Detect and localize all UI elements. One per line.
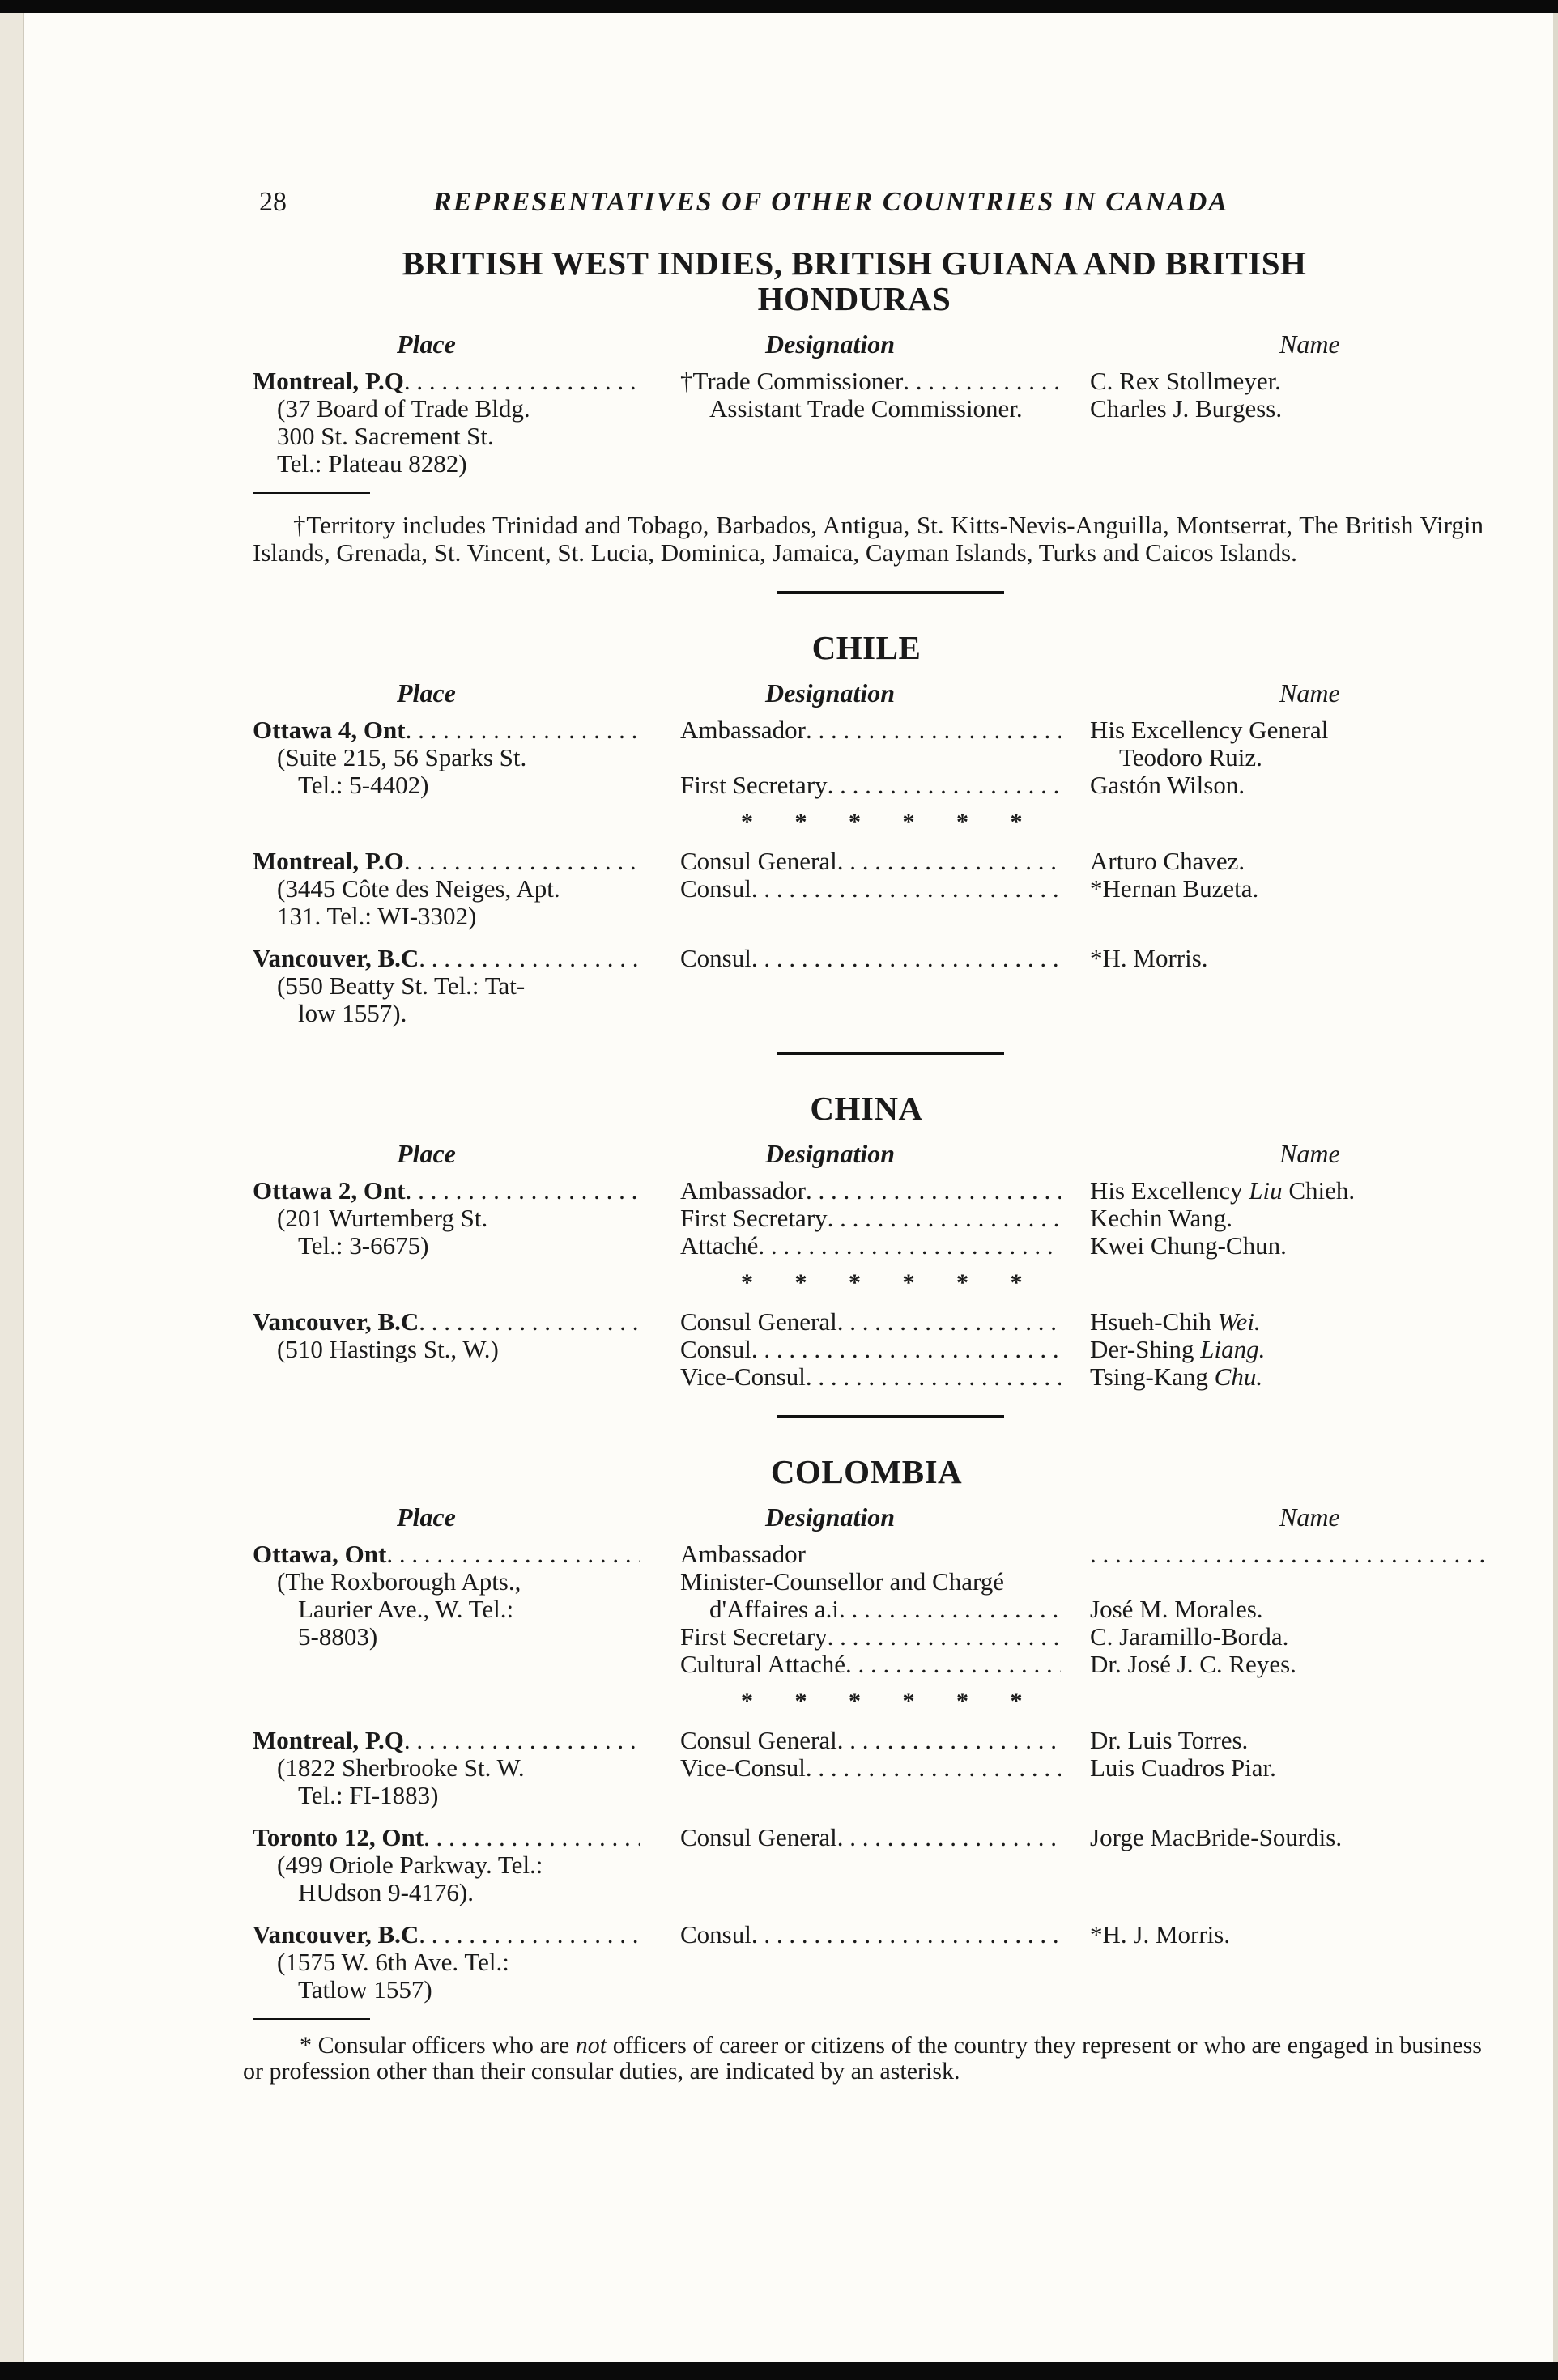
col-name: Name — [1279, 1502, 1340, 1532]
section-divider — [777, 1415, 1004, 1418]
name-cell — [1061, 1308, 1490, 1391]
entry-row — [243, 1921, 1490, 2004]
address-line: 300 St. Sacrement St. — [277, 422, 494, 450]
territory-note: †Territory includes Trinidad and Tobago, Barbados, Antigua, St. Kitts-Nevis-Anguilla, Montserrat, The British Virgin Islands, Grenada, St. Vincent, St. Lucia, Dominica, Jamaica, Cayman Islands, Turks and Caicos Islands. — [253, 511, 1484, 567]
place-name: Montreal, P.Q — [253, 368, 404, 395]
address-line: HUdson 9-4176). — [298, 1878, 474, 1906]
designation: First Secretary — [680, 1205, 828, 1232]
section-divider — [777, 591, 1004, 594]
name-cell — [1061, 945, 1490, 1027]
person-name: Dr. José J. C. Reyes. — [1090, 1650, 1296, 1678]
place-cell — [243, 1824, 640, 1906]
designation: Consul General — [680, 848, 837, 875]
person-name: José M. Morales. — [1090, 1595, 1263, 1623]
designation-cell — [640, 716, 1061, 799]
place-cell — [243, 1727, 640, 1809]
col-designation: Designation — [765, 1139, 896, 1168]
entry-row — [243, 368, 1490, 478]
address-line: (The Roxborough Apts., — [277, 1567, 521, 1596]
place-name: Ottawa 2, Ont — [253, 1177, 406, 1205]
entry-row — [243, 1177, 1490, 1260]
designation-cell — [640, 1921, 1061, 2004]
designation: Cultural Attaché — [680, 1651, 846, 1678]
person-name: Hsueh-Chih Wei. — [1090, 1307, 1261, 1336]
person-name: His Excellency General — [1090, 716, 1329, 744]
person-name: Dr. Luis Torres. — [1090, 1726, 1249, 1754]
designation-cell — [640, 945, 1061, 1027]
person-name: C. Rex Stollmeyer. — [1090, 367, 1281, 395]
designation-cell — [640, 1177, 1061, 1260]
address-line: Tel.: 5-4402) — [298, 771, 429, 799]
address-line: (1822 Sherbrooke St. W. — [277, 1753, 525, 1782]
designation: Assistant Trade Commissioner. — [709, 394, 1023, 423]
place-cell — [243, 368, 640, 478]
place-name: Vancouver, B.C — [253, 945, 419, 972]
designation: d'Affaires a.i — [709, 1596, 839, 1623]
col-place: Place — [397, 329, 456, 359]
designation: Attaché — [680, 1232, 759, 1260]
section-title-chile: CHILE — [811, 629, 922, 666]
designation: Consul — [680, 875, 751, 903]
address-line: Tel.: 3-6675) — [298, 1231, 429, 1260]
place-name: Ottawa, Ont — [253, 1541, 387, 1568]
section-title-colombia: COLOMBIA — [770, 1453, 963, 1490]
asterisk-footnote: * Consular officers who are not officers of career or citizens of the country they represent or who are engaged in business or profession other than their consular duties, are indicated by an asterisk. — [243, 2032, 1482, 2085]
person-name: *H. Morris. — [1090, 944, 1208, 972]
designation-cell — [640, 1727, 1061, 1809]
col-designation: Designation — [765, 678, 896, 708]
place-cell — [243, 1541, 640, 1678]
designation: Ambassador — [680, 716, 806, 744]
person-name: Arturo Chavez. — [1090, 847, 1245, 875]
footnote-rule — [253, 2018, 370, 2020]
person-name: *Hernan Buzeta. — [1090, 874, 1259, 903]
section-title-bwi: BRITISH WEST INDIES, BRITISH GUIANA AND BRITISH HONDURAS — [402, 244, 1307, 317]
address-line: (550 Beatty St. Tel.: Tat- — [277, 971, 526, 1000]
entry-row — [243, 1541, 1490, 1678]
designation-cell — [640, 1541, 1061, 1678]
person-name: Jorge MacBride-Sourdis. — [1090, 1823, 1343, 1851]
column-headers — [243, 1502, 1490, 1532]
separator-stars: * * * * * * — [741, 1688, 1041, 1715]
address-line: Laurier Ave., W. Tel.: — [298, 1595, 514, 1623]
page-number: 28 — [259, 187, 287, 217]
designation: Consul — [680, 945, 751, 972]
place-cell — [243, 848, 640, 930]
name-cell — [1061, 848, 1490, 930]
designation: Consul General — [680, 1308, 837, 1336]
address-line: (201 Wurtemberg St. — [277, 1204, 488, 1232]
designation: Vice-Consul — [680, 1754, 806, 1782]
designation: Consul — [680, 1921, 751, 1949]
scan-top-border — [0, 0, 1558, 13]
name-cell — [1061, 1824, 1490, 1906]
place-cell — [243, 945, 640, 1027]
place-cell — [243, 1177, 640, 1260]
place-name: Montreal, P.Q — [253, 1727, 404, 1754]
designation-cell — [640, 1824, 1061, 1906]
separator-stars: * * * * * * — [741, 809, 1041, 835]
address-line: (3445 Côte des Neiges, Apt. — [277, 874, 560, 903]
place-name: Vancouver, B.C — [253, 1308, 419, 1336]
col-place: Place — [397, 1502, 456, 1532]
col-name: Name — [1279, 1139, 1340, 1168]
entry-row — [243, 1824, 1490, 1906]
place-name: Ottawa 4, Ont — [253, 716, 406, 744]
col-designation: Designation — [765, 1502, 896, 1532]
designation: First Secretary — [680, 771, 828, 799]
address-line: (37 Board of Trade Bldg. — [277, 394, 530, 423]
person-name: Luis Cuadros Piar. — [1090, 1753, 1276, 1782]
entry-row — [243, 1308, 1490, 1391]
scan-right-margin — [1553, 13, 1558, 2362]
person-name: His Excellency Liu Chieh. — [1090, 1176, 1356, 1205]
place-cell — [243, 1308, 640, 1391]
person-name: *H. J. Morris. — [1090, 1920, 1231, 1949]
designation: †Trade Commissioner — [680, 368, 904, 395]
entry-row — [243, 1727, 1490, 1809]
name-cell — [1061, 368, 1490, 478]
address-line: 5-8803) — [298, 1622, 378, 1651]
section-title-china: CHINA — [810, 1090, 923, 1127]
designation: Consul General — [680, 1727, 837, 1754]
scan-bottom-border — [0, 2362, 1558, 2380]
person-name: Kwei Chung-Chun. — [1090, 1231, 1287, 1260]
person-name: Charles J. Burgess. — [1090, 394, 1283, 423]
col-place: Place — [397, 1139, 456, 1168]
scan-left-margin — [0, 13, 24, 2362]
running-title: REPRESENTATIVES OF OTHER COUNTRIES IN CANADA — [433, 187, 1229, 217]
address-line: 131. Tel.: WI-3302) — [277, 902, 477, 930]
person-name: Der-Shing Liang. — [1090, 1335, 1266, 1363]
column-headers — [243, 678, 1490, 708]
address-line: low 1557). — [298, 999, 407, 1027]
address-line: (1575 W. 6th Ave. Tel.: — [277, 1948, 509, 1976]
entry-row — [243, 848, 1490, 930]
column-headers — [243, 329, 1490, 359]
name-cell — [1061, 1921, 1490, 2004]
name-cell — [1061, 1177, 1490, 1260]
place-name: Toronto 12, Ont — [253, 1824, 424, 1851]
place-name: Vancouver, B.C — [253, 1921, 419, 1949]
name-cell — [1061, 716, 1490, 799]
place-cell — [243, 716, 640, 799]
designation: Ambassador — [680, 1177, 806, 1205]
entry-row — [243, 716, 1490, 799]
designation-cell — [640, 368, 1061, 478]
separator-stars: * * * * * * — [741, 1269, 1041, 1296]
address-line: Tel.: Plateau 8282) — [277, 449, 467, 478]
address-line: Tatlow 1557) — [298, 1975, 432, 2004]
running-header — [243, 182, 1490, 227]
person-name: C. Jaramillo-Borda. — [1090, 1622, 1289, 1651]
person-name: Kechin Wang. — [1090, 1204, 1232, 1232]
section-divider — [777, 1052, 1004, 1055]
document-page — [243, 182, 1490, 2085]
address-line: Tel.: FI-1883) — [298, 1781, 439, 1809]
designation-cell — [640, 848, 1061, 930]
place-name: Montreal, P.O — [253, 848, 404, 875]
designation: Consul General — [680, 1824, 837, 1851]
column-headers — [243, 1139, 1490, 1169]
place-cell — [243, 1921, 640, 2004]
entry-row — [243, 945, 1490, 1027]
designation: Ambassador — [680, 1541, 806, 1568]
col-designation: Designation — [765, 329, 896, 359]
note-rule — [253, 492, 370, 494]
address-line: (510 Hastings St., W.) — [277, 1335, 499, 1363]
designation: Consul — [680, 1336, 751, 1363]
designation: First Secretary — [680, 1623, 828, 1651]
address-line: (499 Oriole Parkway. Tel.: — [277, 1851, 543, 1879]
person-name: Teodoro Ruiz. — [1119, 743, 1262, 771]
person-name: Tsing-Kang Chu. — [1090, 1362, 1263, 1391]
designation-cell — [640, 1308, 1061, 1391]
name-cell — [1061, 1541, 1490, 1678]
col-name: Name — [1279, 329, 1340, 359]
person-name: Gastón Wilson. — [1090, 771, 1245, 799]
col-name: Name — [1279, 678, 1340, 708]
address-line: (Suite 215, 56 Sparks St. — [277, 743, 527, 771]
designation: Minister-Counsellor and Chargé — [680, 1567, 1005, 1596]
designation: Vice-Consul — [680, 1363, 806, 1391]
name-cell — [1061, 1727, 1490, 1809]
col-place: Place — [397, 678, 456, 708]
